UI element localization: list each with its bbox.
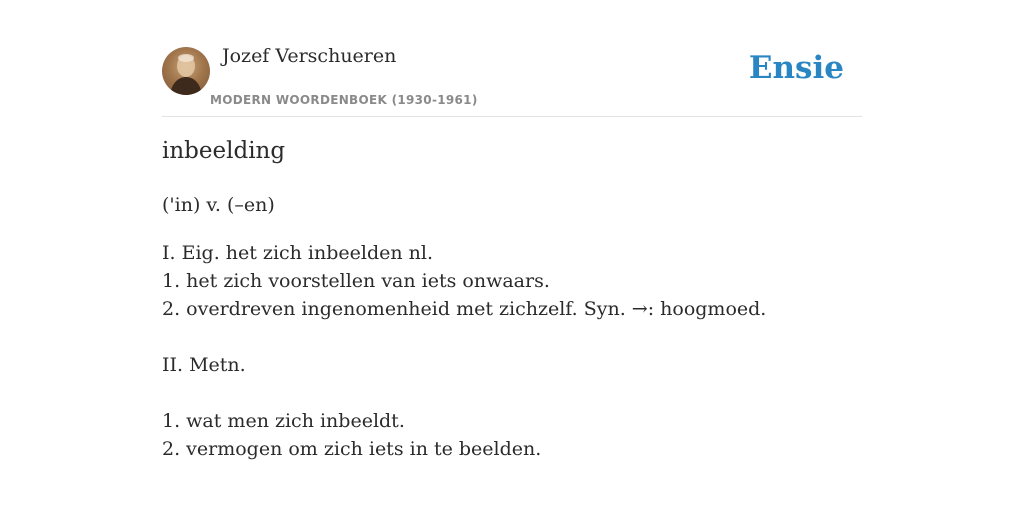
portrait-icon [162,47,210,95]
entry-definition [162,239,766,463]
arrow-right-icon: → [631,298,648,320]
section-2-item-1: 1. wat men zich inbeeldt. [162,410,405,432]
entry-card [162,0,862,512]
entry-title: inbeelding [162,138,286,164]
section-1-item-2 [162,295,766,323]
section-1-item-1: 1. het zich voorstellen van iets onwaars. [162,270,550,292]
spacer [162,323,766,351]
author-avatar[interactable] [162,47,210,95]
dictionary-source[interactable]: MODERN WOORDENBOEK (1930-1961) [210,93,478,107]
author-name[interactable]: Jozef Verschueren [222,45,397,67]
ensie-logo[interactable]: Ensie [748,50,844,86]
entry-header [162,0,862,117]
synonym-link[interactable]: : hoogmoed. [647,298,767,320]
section-2-heading: II. Metn. [162,354,246,376]
section-1-item-2-text: 2. overdreven ingenomenheid met zichzelf. Syn. [162,298,632,320]
section-2-item-2: 2. vermogen om zich iets in te beelden. [162,438,542,460]
entry-grammar: ('in) v. (–en) [162,194,275,216]
section-1-heading: I. Eig. het zich inbeelden nl. [162,242,434,264]
spacer [162,379,766,407]
